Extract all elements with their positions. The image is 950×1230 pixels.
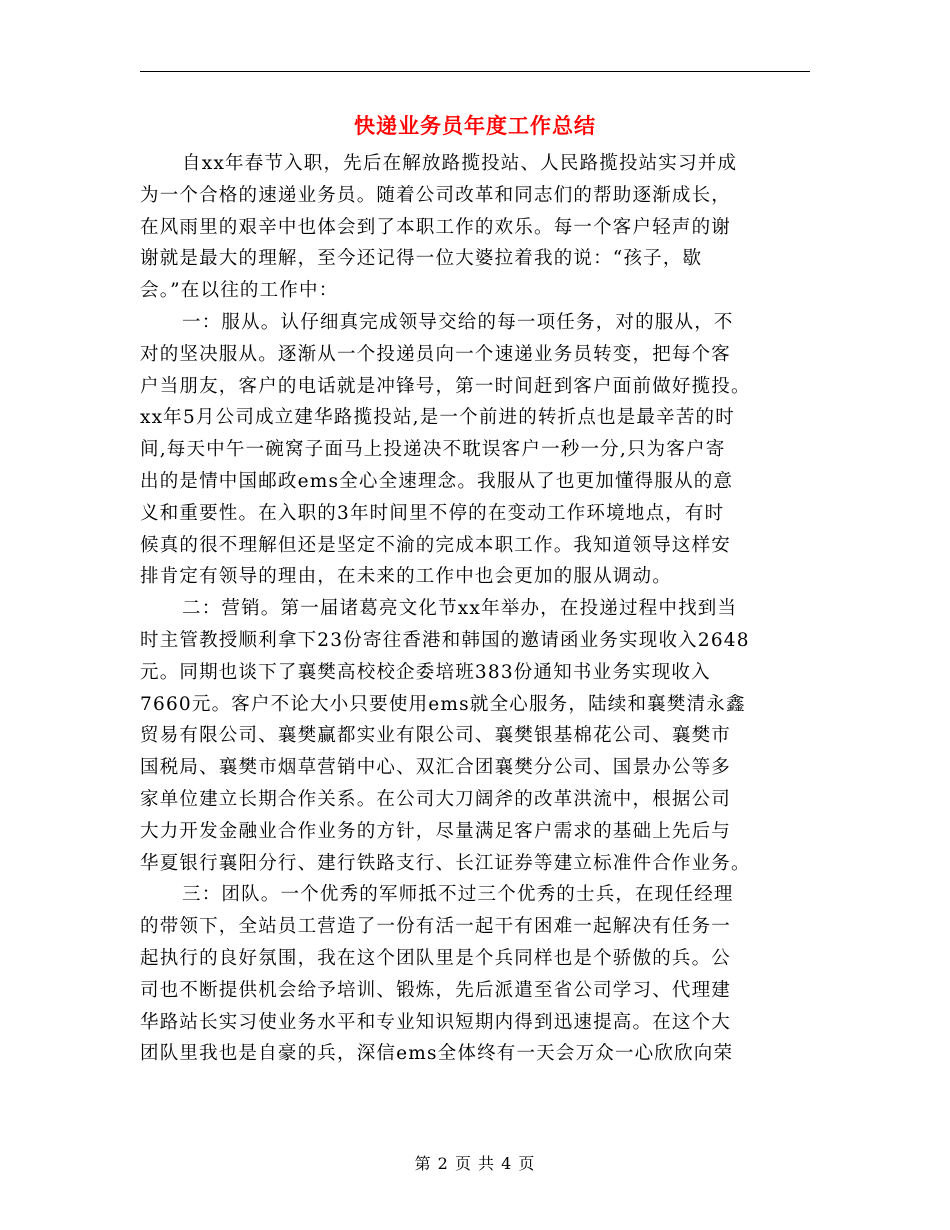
text-line: 的带领下，全站员工营造了一份有活一起干有困难一起解决有任务一: [140, 916, 732, 938]
text-line: 7660元。客户不论大小只要使用ems就全心服务，陆续和襄樊清永鑫: [140, 693, 746, 715]
header-rule: [140, 71, 810, 72]
text-line: 团队里我也是自豪的兵，深信ems全体终有一天会万众一心欣欣向荣: [140, 1043, 734, 1065]
text-line: 候真的很不理解但还是坚定不渝的完成本职工作。我知道领导这样安: [140, 534, 732, 556]
text-line: 自xx年春节入职，先后在解放路揽投站、人民路揽投站实习并成: [182, 153, 738, 174]
text-line: 排肯定有领导的理由，在未来的工作中也会更加的服从调动。: [140, 566, 672, 588]
text-line: 一：服从。认仔细真完成领导交给的每一项任务，对的服从，不: [182, 311, 734, 333]
document-body: [140, 148, 810, 1116]
text-line: 国税局、襄樊市烟草营销中心、双汇合团襄樊分公司、国景办公等多: [140, 757, 732, 779]
text-line: 家单位建立长期合作关系。在公司大刀阔斧的改革洪流中，根据公司: [140, 788, 732, 810]
text-line: 二：营销。第一届诸葛亮文化节xx年举办，在投递过程中找到当: [182, 598, 738, 620]
text-line: 为一个合格的速递业务员。随着公司改革和同志们的帮助逐渐成长，: [140, 184, 732, 206]
text-line: 在风雨里的艰辛中也体会到了本职工作的欢乐。每一个客户轻声的谢: [140, 216, 732, 238]
text-line: 义和重要性。在入职的3年时间里不停的在变动工作环境地点，有时: [140, 502, 725, 524]
text-line: 户当朋友，客户的电话就是冲锋号，第一时间赶到客户面前做好揽投。: [140, 375, 751, 397]
paragraph-marketing: [140, 593, 810, 879]
text-line: 对的坚决服从。逐渐从一个投递员向一个速递业务员转变，把每个客: [140, 343, 732, 365]
text-line: 元。同期也谈下了襄樊高校校企委培班383份通知书业务实现收入: [140, 661, 711, 683]
paragraph-intro: [140, 148, 810, 307]
page-number-footer: 第 2 页 共 4 页: [414, 1154, 536, 1173]
text-line: 华路站长实习使业务水平和专业知识短期内得到迅速提高。在这个大: [140, 1011, 732, 1033]
text-line: 华夏银行襄阳分行、建行铁路支行、长江证券等建立标准件合作业务。: [140, 852, 751, 874]
text-line: 时主管教授顺利拿下23份寄往香港和韩国的邀请函业务实现收入2648: [140, 629, 750, 651]
document-title: 快递业务员年度工作总结: [354, 113, 596, 138]
text-line: 间,每天中午一碗窝子面马上投递决不耽误客户一秒一分,只为客户寄: [140, 439, 726, 461]
text-line: 会。”在以往的工作中：: [140, 280, 339, 302]
text-line: 起执行的良好氛围，我在这个团队里是个兵同样也是个骄傲的兵。公: [140, 947, 732, 969]
text-line: 谢就是最大的理解，至今还记得一位大婆拉着我的说：“孩子，歇: [140, 248, 703, 270]
text-line: 出的是情中国邮政ems全心全速理念。我服从了也更加懂得服从的意: [140, 470, 734, 492]
text-line: 贸易有限公司、襄樊赢都实业有限公司、襄樊银基棉花公司、襄樊市: [140, 725, 732, 747]
paragraph-obedience: [140, 307, 810, 593]
paragraph-team: [140, 879, 810, 1070]
text-line: 三：团队。一个优秀的军师抵不过三个优秀的士兵，在现任经理: [182, 884, 734, 906]
text-line: 大力开发金融业合作业务的方针，尽量满足客户需求的基础上先后与: [140, 820, 732, 842]
text-line: 司也不断提供机会给予培训、锻炼，先后派遣至省公司学习、代理建: [140, 979, 732, 1001]
text-line: xx年5月公司成立建华路揽投站,是一个前进的转折点也是最辛苦的时: [140, 407, 735, 429]
